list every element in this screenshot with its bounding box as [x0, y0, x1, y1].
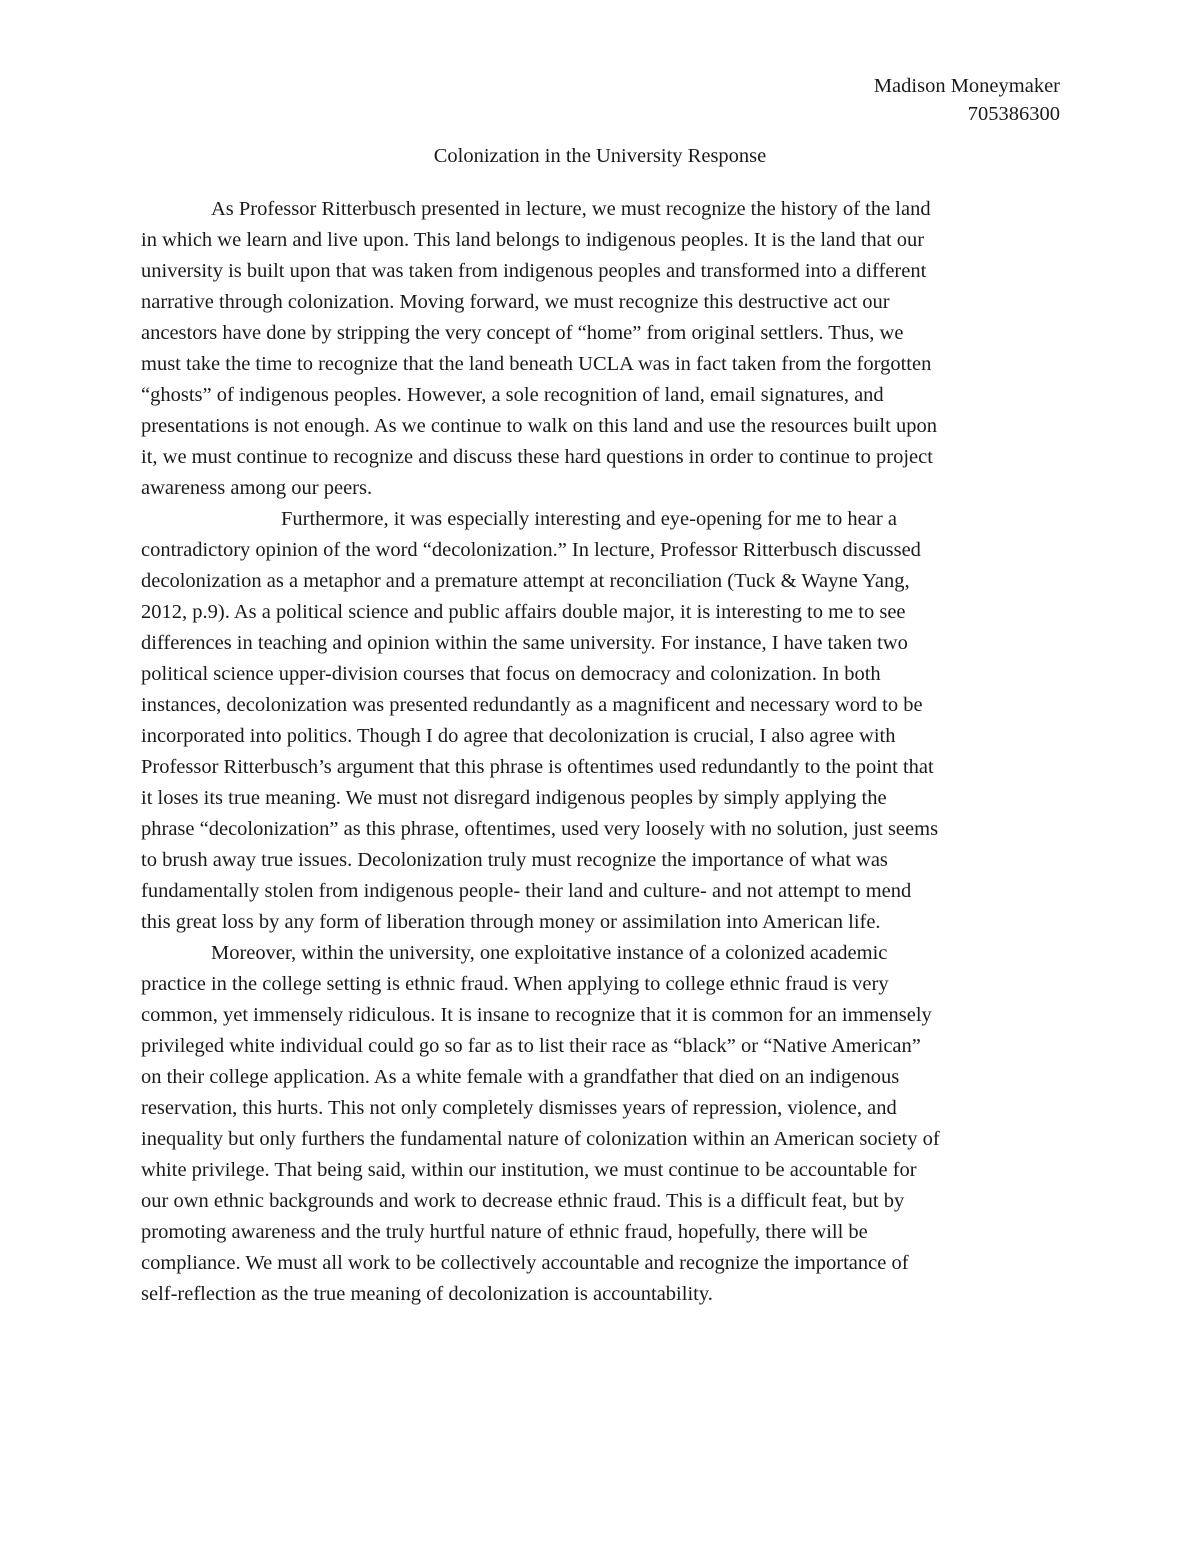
- paragraph-line: university is built upon that was taken from indigenous peoples and transformed into a different: [141, 260, 927, 282]
- paragraph-line: phrase “decolonization” as this phrase, oftentimes, used very loosely with no solution, just seems: [141, 818, 939, 840]
- paragraph-line: fundamentally stolen from indigenous people- their land and culture- and not attempt to mend: [141, 880, 912, 902]
- paragraph-line: promoting awareness and the truly hurtful nature of ethnic fraud, hopefully, there will be: [141, 1221, 868, 1243]
- paragraph-line: our own ethnic backgrounds and work to decrease ethnic fraud. This is a difficult feat, but by: [141, 1190, 905, 1212]
- document-title: Colonization in the University Response: [433, 145, 767, 167]
- paragraph-line: this great loss by any form of liberation through money or assimilation into American life.: [141, 911, 881, 933]
- paragraph-line: differences in teaching and opinion within the same university. For instance, I have taken two: [141, 632, 908, 654]
- paragraph-line: decolonization as a metaphor and a premature attempt at reconciliation (Tuck & Wayne Yang,: [141, 570, 910, 592]
- paragraph-line: it, we must continue to recognize and discuss these hard questions in order to continue to project: [141, 446, 933, 468]
- paragraph-line: compliance. We must all work to be collectively accountable and recognize the importance of: [141, 1252, 909, 1274]
- paragraph-line: it loses its true meaning. We must not disregard indigenous peoples by simply applying the: [141, 787, 887, 809]
- paragraph-line: reservation, this hurts. This not only completely dismisses years of repression, violence, and: [141, 1097, 897, 1119]
- author-header: [874, 72, 1060, 128]
- paragraph-line: awareness among our peers.: [141, 477, 373, 499]
- author-name: Madison Moneymaker: [873, 75, 1060, 97]
- paragraph-line: political science upper-division courses that focus on democracy and colonization. In both: [141, 663, 881, 685]
- document-body: [141, 194, 1067, 1310]
- paragraph-line: privileged white individual could go so far as to list their race as “black” or “Native American”: [141, 1035, 921, 1057]
- paragraph-line: presentations is not enough. As we continue to walk on this land and use the resources built upon: [141, 415, 937, 437]
- paragraph-3: [141, 938, 1067, 1310]
- paragraph-line: 2012, p.9). As a political science and public affairs double major, it is interesting to me to see: [141, 601, 906, 623]
- paragraph-line: narrative through colonization. Moving forward, we must recognize this destructive act our: [141, 291, 890, 313]
- paragraph-line: incorporated into politics. Though I do agree that decolonization is crucial, I also agree with: [141, 725, 896, 747]
- paragraph-line: white privilege. That being said, within our institution, we must continue to be accountable for: [141, 1159, 917, 1181]
- paragraph-line: instances, decolonization was presented redundantly as a magnificent and necessary word to be: [141, 694, 923, 716]
- paragraph-line: inequality but only furthers the fundamental nature of colonization within an American society of: [141, 1128, 940, 1150]
- paragraph-line: common, yet immensely ridiculous. It is insane to recognize that it is common for an immensely: [141, 1004, 932, 1026]
- student-id: 705386300: [967, 103, 1060, 125]
- paragraph-line: Moreover, within the university, one exploitative instance of a colonized academic: [211, 942, 888, 964]
- paragraph-line: “ghosts” of indigenous peoples. However, a sole recognition of land, email signatures, and: [141, 384, 884, 406]
- paragraph-line: contradictory opinion of the word “decolonization.” In lecture, Professor Ritterbusch discussed: [141, 539, 921, 561]
- paragraph-line: Professor Ritterbusch’s argument that this phrase is oftentimes used redundantly to the point that: [141, 756, 934, 778]
- paragraph-1: [141, 194, 1067, 504]
- paragraph-line: Furthermore, it was especially interesting and eye-opening for me to hear a: [281, 508, 897, 530]
- paragraph-line: to brush away true issues. Decolonization truly must recognize the importance of what was: [141, 849, 888, 871]
- paragraph-line: must take the time to recognize that the land beneath UCLA was in fact taken from the forgotten: [141, 353, 932, 375]
- paragraph-2: [141, 504, 1067, 938]
- paragraph-line: ancestors have done by stripping the very concept of “home” from original settlers. Thus, we: [141, 322, 904, 344]
- paragraph-line: As Professor Ritterbusch presented in lecture, we must recognize the history of the land: [211, 198, 931, 220]
- paragraph-line: practice in the college setting is ethnic fraud. When applying to college ethnic fraud is very: [141, 973, 889, 995]
- paragraph-line: self-reflection as the true meaning of decolonization is accountability.: [141, 1283, 713, 1305]
- paragraph-line: in which we learn and live upon. This land belongs to indigenous peoples. It is the land that our: [141, 229, 925, 251]
- paragraph-line: on their college application. As a white female with a grandfather that died on an indigenous: [141, 1066, 900, 1088]
